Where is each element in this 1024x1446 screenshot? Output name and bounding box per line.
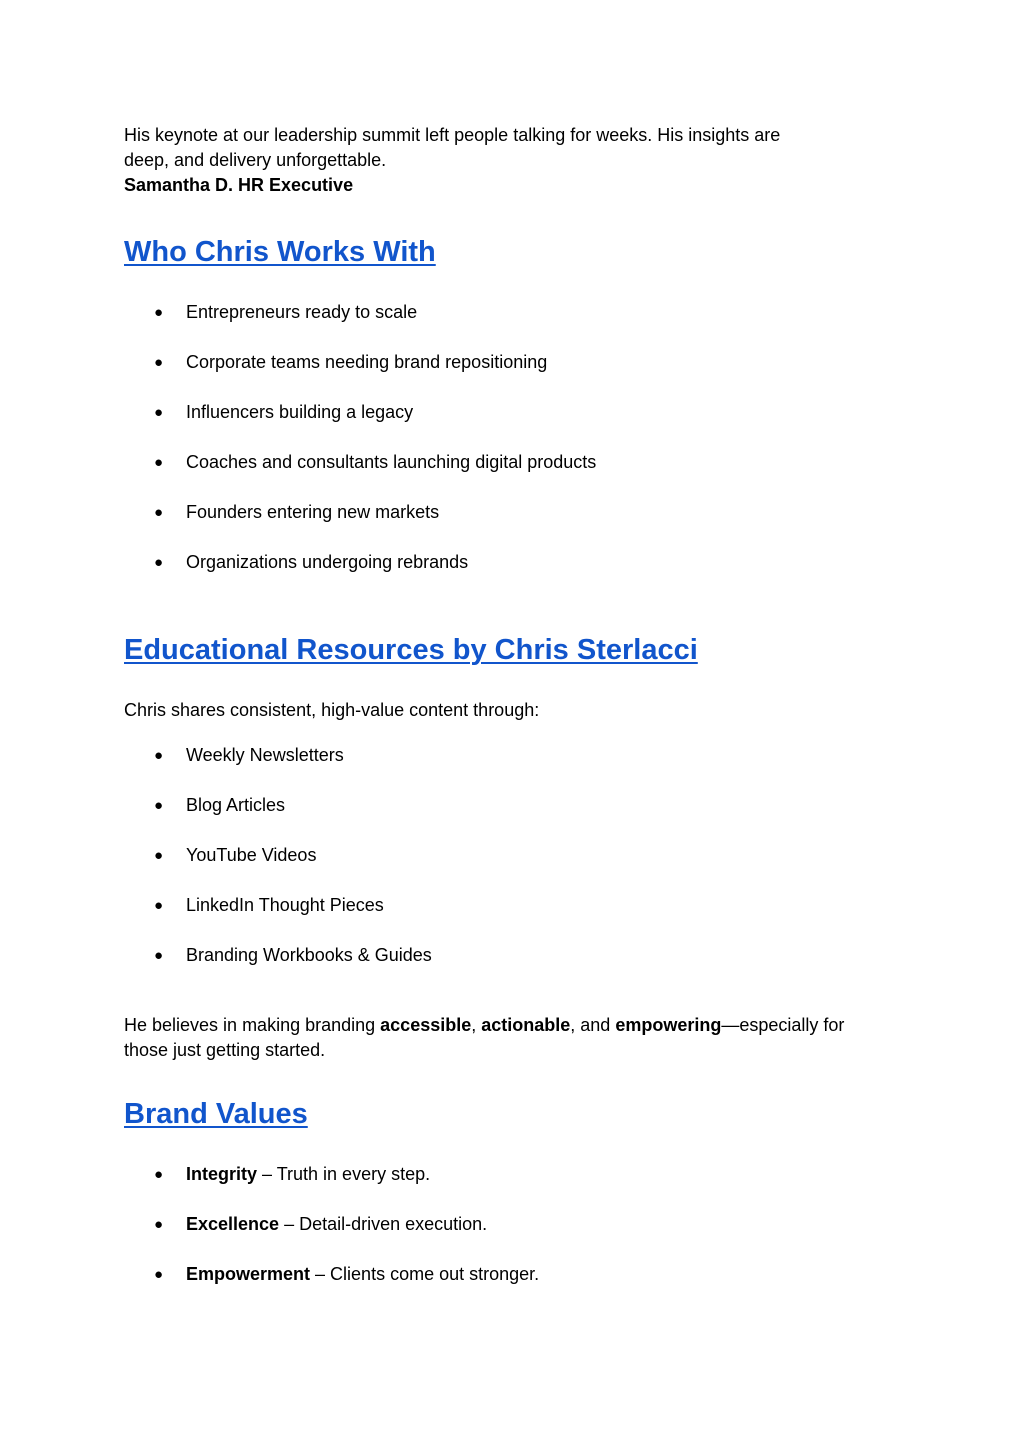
testimonial-attribution: Samantha D. HR Executive <box>124 175 354 195</box>
list-item-text: Entrepreneurs ready to scale <box>186 302 418 322</box>
list-item-text: LinkedIn Thought Pieces <box>186 895 384 915</box>
value-description: – Truth in every step. <box>257 1164 431 1184</box>
who-heading <box>124 232 904 272</box>
bullet-icon: ● <box>154 847 164 864</box>
list-item <box>124 1262 904 1287</box>
list-item-text: Founders entering new markets <box>186 502 440 522</box>
list-item-text: Coaches and consultants launching digital products <box>186 452 597 472</box>
education-heading-link[interactable]: Educational Resources by Chris Sterlacci <box>124 634 698 666</box>
list-item <box>124 400 904 425</box>
values-list <box>124 1162 904 1287</box>
list-item-text: YouTube Videos <box>186 845 317 865</box>
list-item-text: Blog Articles <box>186 795 286 815</box>
list-item <box>124 843 904 868</box>
list-item <box>124 943 904 968</box>
value-description: – Clients come out stronger. <box>310 1264 540 1284</box>
bullet-icon: ● <box>154 797 164 814</box>
belief-word-actionable: actionable <box>481 1015 571 1035</box>
belief-line <box>124 1013 904 1038</box>
list-item <box>124 450 904 475</box>
bullet-icon: ● <box>154 1216 164 1233</box>
who-heading-link[interactable]: Who Chris Works With <box>124 236 436 268</box>
list-item-text: Branding Workbooks & Guides <box>186 945 432 965</box>
value-term: Integrity <box>186 1164 258 1184</box>
list-item <box>124 300 904 325</box>
document-page <box>124 123 904 1287</box>
value-term: Empowerment <box>186 1264 311 1284</box>
list-item <box>124 500 904 525</box>
bullet-icon: ● <box>154 404 164 421</box>
values-heading <box>124 1094 904 1134</box>
bullet-icon: ● <box>154 354 164 371</box>
list-item <box>124 793 904 818</box>
education-list <box>124 743 904 968</box>
belief-separator: , and <box>570 1015 616 1035</box>
bullet-icon: ● <box>154 504 164 521</box>
values-heading-link[interactable]: Brand Values <box>124 1098 308 1130</box>
bullet-icon: ● <box>154 947 164 964</box>
bullet-icon: ● <box>154 1166 164 1183</box>
bullet-icon: ● <box>154 304 164 321</box>
value-description: – Detail-driven execution. <box>279 1214 488 1234</box>
bullet-icon: ● <box>154 897 164 914</box>
list-item <box>124 1212 904 1237</box>
belief-separator: , <box>471 1015 482 1035</box>
list-item-text: Organizations undergoing rebrands <box>186 552 469 572</box>
list-item <box>124 893 904 918</box>
value-term: Excellence <box>186 1214 280 1234</box>
education-intro: Chris shares consistent, high-value content through: <box>124 700 540 720</box>
list-item-text: Influencers building a legacy <box>186 402 414 422</box>
bullet-icon: ● <box>154 1266 164 1283</box>
belief-line: those just getting started. <box>124 1040 326 1060</box>
testimonial-quote-line: deep, and delivery unforgettable. <box>124 150 387 170</box>
belief-suffix: —especially for <box>721 1015 845 1035</box>
list-item <box>124 1162 904 1187</box>
belief-word-empowering: empowering <box>615 1015 722 1035</box>
education-heading <box>124 630 904 670</box>
list-item-text: Corporate teams needing brand repositioning <box>186 352 548 372</box>
belief-word-accessible: accessible <box>380 1015 472 1035</box>
belief-prefix: He believes in making branding <box>124 1015 381 1035</box>
testimonial-quote <box>124 123 904 173</box>
bullet-icon: ● <box>154 554 164 571</box>
testimonial-quote-line: His keynote at our leadership summit left people talking for weeks. His insights are <box>124 125 781 145</box>
list-item <box>124 350 904 375</box>
bullet-icon: ● <box>154 454 164 471</box>
list-item-text: Weekly Newsletters <box>186 745 344 765</box>
belief-paragraph <box>124 1013 904 1063</box>
who-list <box>124 300 904 575</box>
list-item <box>124 550 904 575</box>
list-item <box>124 743 904 768</box>
bullet-icon: ● <box>154 747 164 764</box>
